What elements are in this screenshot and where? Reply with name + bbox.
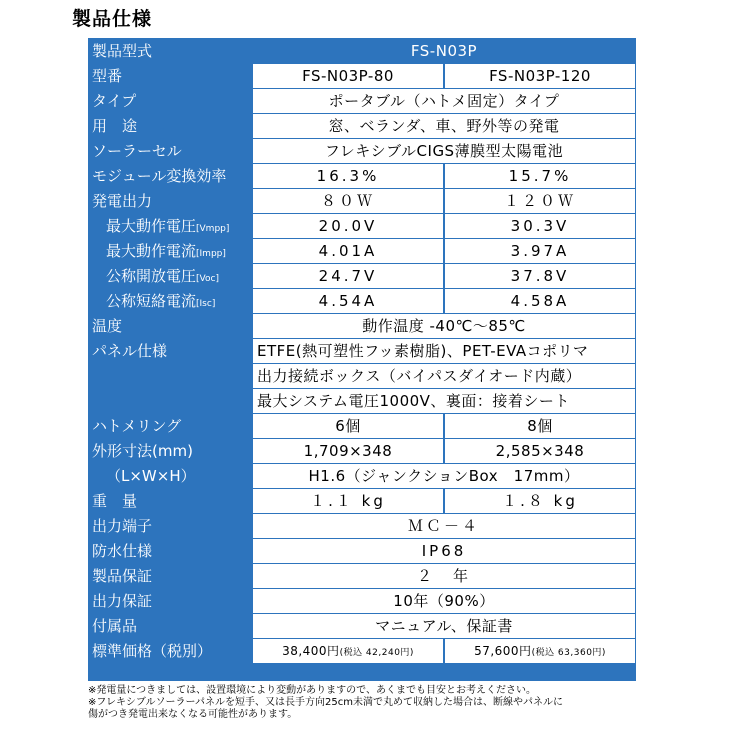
row-value: H1.6（ジャンクションBox 17mm）	[253, 464, 635, 488]
table-row	[88, 538, 636, 563]
row-label: ハトメリング	[92, 417, 182, 435]
row-value: ポータブル（ハトメ固定）タイプ	[253, 89, 635, 113]
row-value-120: 3.97A	[445, 239, 635, 263]
row-label: タイプ	[92, 92, 137, 110]
table-row	[88, 613, 636, 638]
row-value: ２ 年	[253, 564, 635, 588]
row-value: フレキシブルCIGS薄膜型太陽電池	[253, 139, 635, 163]
row-value-80: ８０Ｗ	[253, 189, 443, 213]
row-value-120: 2,585×348	[445, 439, 635, 463]
row-value: 10年（90%）	[253, 589, 635, 613]
row-value: 窓、ベランダ、車、野外等の発電	[253, 114, 635, 138]
row-value-120: 4.58A	[445, 289, 635, 313]
row-value-80: FS-N03P-80	[253, 64, 443, 88]
table-row	[88, 588, 636, 613]
row-label: 発電出力	[92, 192, 153, 210]
row-value-120: １.８ kg	[445, 489, 635, 513]
row-label: 製品保証	[92, 567, 153, 585]
row-label: 製品型式	[92, 42, 153, 60]
row-label: ソーラーセル	[92, 142, 182, 160]
table-row	[88, 213, 636, 238]
table-row	[88, 513, 636, 538]
table-row	[88, 438, 636, 463]
table-row	[88, 288, 636, 313]
row-value-120: 37.8V	[445, 264, 635, 288]
row-label	[88, 389, 251, 413]
row-value: 出力接続ボックス（バイパスダイオード内蔵）	[253, 364, 635, 388]
footnote: ※フレキシブルソーラーパネルを短手、又は長手方向25cm未満で丸めて収納した場合は、断線やパネルに	[88, 697, 563, 708]
table-row	[88, 363, 636, 388]
table-row	[88, 488, 636, 513]
page-title: 製品仕様	[72, 8, 153, 30]
table-row	[88, 113, 636, 138]
table-row	[88, 313, 636, 338]
row-value-120: FS-N03P-120	[445, 64, 635, 88]
table-row	[88, 388, 636, 413]
footnote: ※発電量につきましては、設置環境により変動がありますので、あくまでも目安とお考えください。	[88, 685, 536, 696]
row-label: 温度	[92, 317, 123, 335]
table-row	[88, 238, 636, 263]
row-value-80: 6個	[253, 414, 443, 438]
row-label: 重 量	[92, 492, 138, 510]
row-label	[88, 364, 251, 388]
table-row	[88, 263, 636, 288]
row-value: ＭＣ－４	[253, 514, 635, 538]
footnote: 傷がつき発電出来なくなる可能性があります。	[88, 709, 298, 720]
row-value-80: 16.3%	[253, 164, 443, 188]
table-row	[88, 413, 636, 438]
row-label: 公称短絡電流[Isc]	[106, 292, 216, 310]
row-label: 出力端子	[92, 517, 153, 535]
table-row	[88, 63, 636, 88]
row-value: マニュアル、保証書	[253, 614, 635, 638]
spec-table	[88, 38, 636, 681]
row-value: 最大システム電圧1000V、裏面：接着シート	[253, 389, 635, 413]
row-value-80: 4.54A	[253, 289, 443, 313]
table-row	[88, 38, 636, 63]
row-value-120: 15.7%	[445, 164, 635, 188]
row-label: 公称開放電圧[Voc]	[106, 267, 219, 285]
row-label: パネル仕様	[92, 342, 168, 360]
row-label: 外形寸法(mm)	[92, 442, 193, 460]
table-row	[88, 338, 636, 363]
table-row	[88, 138, 636, 163]
row-value: ETFE(熱可塑性フッ素樹脂)、PET-EVAコポリマ	[253, 339, 635, 363]
row-value-80: 20.0V	[253, 214, 443, 238]
row-value-120: 57,600円(税込 63,360円)	[445, 639, 635, 663]
row-value-80: 24.7V	[253, 264, 443, 288]
row-value-120: １２０Ｗ	[445, 189, 635, 213]
table-row	[88, 638, 636, 663]
row-label: 付属品	[92, 617, 138, 635]
row-label: 用 途	[92, 117, 138, 135]
row-label: モジュール変換効率	[92, 167, 227, 185]
row-value-120: 8個	[445, 414, 635, 438]
row-value: FS-N03P	[253, 39, 635, 63]
table-row	[88, 463, 636, 488]
table-row	[88, 188, 636, 213]
row-label: 最大動作電流[Impp]	[106, 242, 226, 260]
row-value-80: 38,400円(税込 42,240円)	[253, 639, 443, 663]
row-label: 型番	[92, 67, 123, 85]
row-label: 最大動作電圧[Vmpp]	[106, 217, 230, 235]
row-value-80: 4.01A	[253, 239, 443, 263]
table-row	[88, 88, 636, 113]
row-value-80: １.１ kg	[253, 489, 443, 513]
row-value-80: 1,709×348	[253, 439, 443, 463]
row-label: （L×W×H）	[106, 467, 196, 485]
row-value: 動作温度 -40℃～85℃	[253, 314, 635, 338]
row-label: 出力保証	[92, 592, 153, 610]
table-row	[88, 163, 636, 188]
row-value-120: 30.3V	[445, 214, 635, 238]
row-value: IP68	[253, 539, 635, 563]
table-row	[88, 563, 636, 588]
row-label: 防水仕様	[92, 542, 153, 560]
row-label: 標準価格（税別）	[92, 642, 213, 660]
